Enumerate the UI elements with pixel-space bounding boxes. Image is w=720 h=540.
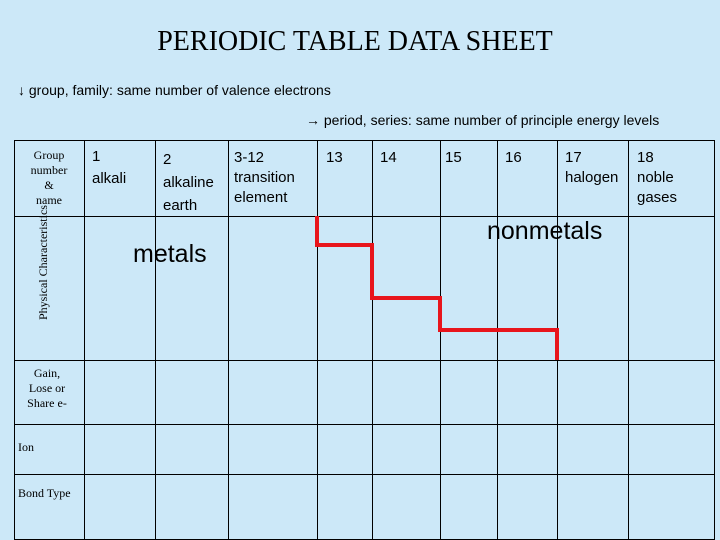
- grid-lines: [14, 140, 715, 540]
- nonmetals-label: nonmetals: [487, 217, 603, 245]
- down-arrow-icon: ↓: [18, 82, 25, 98]
- row-header-bond: Bond Type: [18, 486, 71, 500]
- group-3-12-header: 3-12 transition element: [234, 149, 295, 206]
- group-15-header: 15: [445, 149, 462, 166]
- right-arrow-icon: →: [306, 112, 320, 128]
- row-header-group: Group number & name: [30, 148, 68, 207]
- page-title: PERIODIC TABLE DATA SHEET: [157, 26, 553, 57]
- metals-label: metals: [133, 240, 207, 268]
- row-header-ion: Ion: [18, 440, 34, 454]
- group-2-header: 2 alkaline earth: [163, 151, 214, 214]
- row-header-gain: Gain, Lose or Share e-: [27, 366, 67, 410]
- row-header-physical: Physical Characteristics: [36, 205, 50, 320]
- group-17-header: 17 halogen: [565, 149, 619, 186]
- group-13-header: 13: [326, 149, 343, 166]
- table-border: [15, 141, 715, 540]
- period-note-text: period, series: same number of principle energy levels: [323, 112, 660, 128]
- group-16-header: 16: [505, 149, 522, 166]
- group-18-header: 18 noble gases: [637, 149, 678, 206]
- group-1-header: 1 alkali: [92, 148, 127, 187]
- group-note-text: group, family: same number of valence electrons: [28, 82, 331, 98]
- group-14-header: 14: [380, 149, 397, 166]
